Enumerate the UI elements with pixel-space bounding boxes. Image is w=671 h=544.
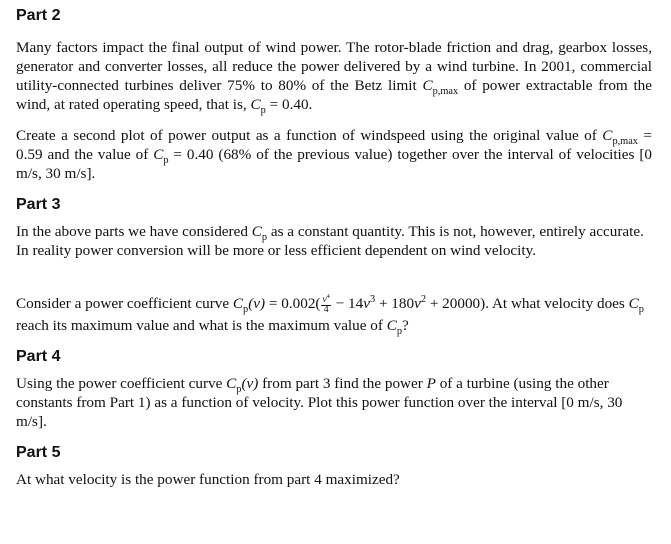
part2-p2-end: = 0.40 (68% of the previous value) together over the interval of velocities [0 m/s, 30 m/s].	[16, 146, 652, 182]
part2-paragraph-1	[16, 38, 653, 117]
part3-p2-text-a: Consider a power coefficient curve	[16, 295, 233, 312]
part4-paragraph-1	[16, 374, 652, 431]
part3-p2-text-b: . At what velocity does	[485, 295, 629, 312]
cp-symbol: $C_p$	[386, 316, 403, 337]
formula-fraction: $\frac{v^4}{4}$	[322, 292, 330, 316]
part4-heading: Part 4	[16, 347, 61, 365]
part5-heading: Part 5	[16, 443, 61, 461]
part2-p2-text: Create a second plot of power output as a function of windspeed using the original value of	[16, 127, 603, 144]
document-page	[16, 6, 652, 489]
part3-paragraph-1	[16, 222, 652, 260]
power-coefficient-formula: $C_p(v) = 0.002$( $\frac{v^4}{4}$ − $14v^3 + 180v^2 + 20000$)	[232, 292, 486, 316]
part4-p1-text-c: of a turbine (using the other constants from Part 1) as a function of velocity. Plot this power function over the interval [0 m/s, 30 m/s].	[16, 374, 623, 430]
part3-heading: Part 3	[16, 196, 61, 213]
cp-symbol: $C_p$	[153, 146, 169, 167]
part3-p2-text-c: reach its maximum value and what is the maximum value of	[16, 316, 387, 334]
part2-p1-eq: = 0.40.	[265, 96, 313, 113]
part4-p1-text-b: from part 3 find the power	[258, 374, 427, 392]
cp-symbol: $C_p$	[251, 223, 268, 244]
part2-p2-mid: = 0.59 and the value of	[16, 127, 652, 163]
part4-p1-text-a: Using the power coefficient curve	[16, 374, 227, 392]
part2-heading: Part 2	[16, 7, 61, 24]
cp-max-symbol: $C_{p,max}$	[422, 77, 459, 98]
part3-p2-text-d: ?	[402, 316, 409, 334]
part3-paragraph-2	[16, 294, 652, 335]
power-symbol: P	[426, 374, 436, 392]
part2-paragraph-2	[16, 126, 652, 183]
part3-p1-text-a: In the above parts we have considered	[16, 223, 252, 240]
part2-p1-text: Many factors impact the final output of wind power. The rotor-blade friction and drag, gearbox losses, generator and converter losses, all reduce the power delivered by a wind turbine. In 2001, commercial utility-connected turbines deliver 75% to 80% of the Betz limit	[16, 39, 652, 94]
cp-symbol: $C_p$	[628, 295, 644, 316]
cp-of-v-symbol: $C_p(v)$	[226, 374, 259, 395]
part2-p1-mid: of power extractable from the wind, at rated operating speed, that is,	[16, 77, 653, 113]
part5-paragraph-1: At what velocity is the power function from part 4 maximized?	[16, 470, 400, 488]
part3-p1-text-b: as a constant quantity. This is not, however, entirely accurate. In reality power conversion will be more or less efficient dependent on wind velocity.	[16, 223, 644, 259]
cp-max-symbol: $C_{p,max}$	[602, 127, 638, 148]
cp-symbol: $C_p$	[250, 96, 266, 117]
